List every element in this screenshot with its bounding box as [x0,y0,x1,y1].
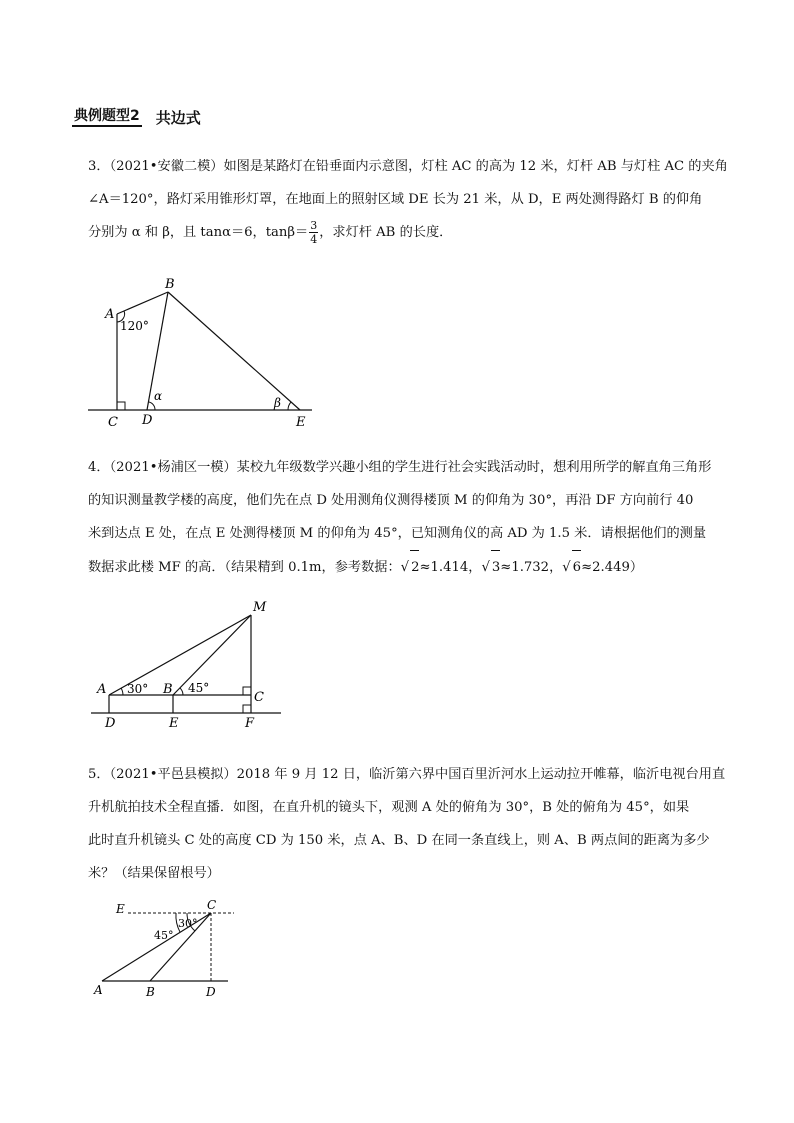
right-angle-c [243,687,251,695]
problem-5-line-1: 5．（2021•平邑县模拟）2018 年 9 月 12 日，临沂第六界中国百里沂河水上运动拉开帷幕，临沂电视台用直 [88,767,726,782]
angle-arc-45 [180,688,183,695]
value-sqrt-6: ≈2.449） [581,560,644,575]
label-b: B [163,682,173,697]
alpha-label: α [154,389,163,403]
arm-ab [117,292,168,314]
label-b: B [146,985,155,999]
problem-5 [88,758,726,890]
problem-4-line-4: 数据求此楼 MF 的高．（结果精到 0.1m，参考数据：√ 2≈1.414，√ 3≈1.732，√ 6≈2.449） [88,550,723,584]
right-angle-c [117,402,125,410]
problem-4-line-2: 的知识测量教学楼的高度，他们先在点 D 处用测角仪测得楼顶 M 的仰角为 30°，再沿 DF 方向前行 40 [88,493,694,508]
label-c: C [108,415,118,430]
label-d: D [105,716,116,731]
label-a: A [105,307,115,322]
angle-arc-30 [121,688,123,695]
section-badge: 典例题型2 [72,107,142,127]
label-a: A [94,983,103,997]
label-m: M [253,600,267,615]
problem-3-line-3-post: ，求灯杆 AB 的长度． [319,225,453,240]
problem-4 [88,451,723,584]
sqrt-2: 2 [410,550,419,584]
label-d: D [206,985,216,999]
problem-4-line-3: 米到达点 E 处，在点 E 处测得楼顶 M 的仰角为 45°，已知测角仪的高 AD 为 1.5 米．请根据他们的测量 [88,526,707,541]
label-d: D [142,413,153,428]
figure-problem-4 [85,595,285,735]
fraction-3-4 [309,219,318,246]
beta-label: β [274,396,281,410]
problem-3-line-3 [88,216,723,249]
section-header [72,104,201,130]
problem-5-line-4: 米？（结果保留根号） [88,866,220,881]
problem-4-line-1: 4．（2021•杨浦区一模）某校九年级数学兴趣小组的学生进行社会实践活动时，想利用所学的解直角三角形 [88,460,712,475]
angle-arc-beta [288,402,291,410]
label-e: E [296,415,306,430]
angle-30-label: 30° [178,917,198,930]
problem-4-line-4-pre: 数据求此楼 MF 的高．（结果精到 0.1m，参考数据： [88,560,401,575]
label-c: C [254,690,264,705]
angle-a-label: 120° [120,319,149,333]
label-f: F [245,716,255,731]
label-e: E [169,716,179,731]
value-sqrt-2: ≈1.414， [419,560,482,575]
label-c: C [207,898,217,912]
label-e: E [116,902,125,916]
label-b: B [165,277,175,292]
problem-3-line-3-pre: 分别为 α 和 β，且 tanα＝6，tanβ＝ [88,225,309,240]
section-title: 共边式 [155,108,201,127]
ray-be [168,292,300,410]
value-sqrt-3: ≈1.732， [500,560,563,575]
figure-problem-5 [88,893,248,1008]
problem-5-line-3: 此时直升机镜头 C 处的高度 CD 为 150 米，点 A、B、D 在同一条直线上，则 A、B 两点间的距离为多少 [88,833,710,848]
sqrt-6: 6 [572,550,581,584]
angle-45-label: 45° [154,929,174,942]
ray-bm [173,615,251,695]
problem-3-line-2: ∠A＝120°，路灯采用锥形灯罩，在地面上的照射区域 DE 长为 21 米，从 D，E 两处测得路灯 B 的仰角 [88,192,703,207]
figure-problem-3 [80,270,330,435]
angle-arc-alpha [149,402,155,410]
fraction-denominator: 4 [310,233,318,246]
right-angle-f [243,705,251,713]
problem-5-line-2: 升机航拍技术全程直播．如图，在直升机的镜头下，观测 A 处的俯角为 30°，B 处的俯角为 45°，如果 [88,800,690,815]
sqrt-3: 3 [491,550,500,584]
angle-45-label: 45° [188,681,210,695]
angle-30-label: 30° [127,682,149,696]
label-a: A [97,682,107,697]
problem-3-line-1: 3．（2021•安徽二模）如图是某路灯在铅垂面内示意图，灯柱 AC 的高为 12 米，灯杆 AB 与灯柱 AC 的夹角 [88,159,728,174]
fraction-numerator: 3 [310,219,318,232]
problem-3 [88,150,728,249]
